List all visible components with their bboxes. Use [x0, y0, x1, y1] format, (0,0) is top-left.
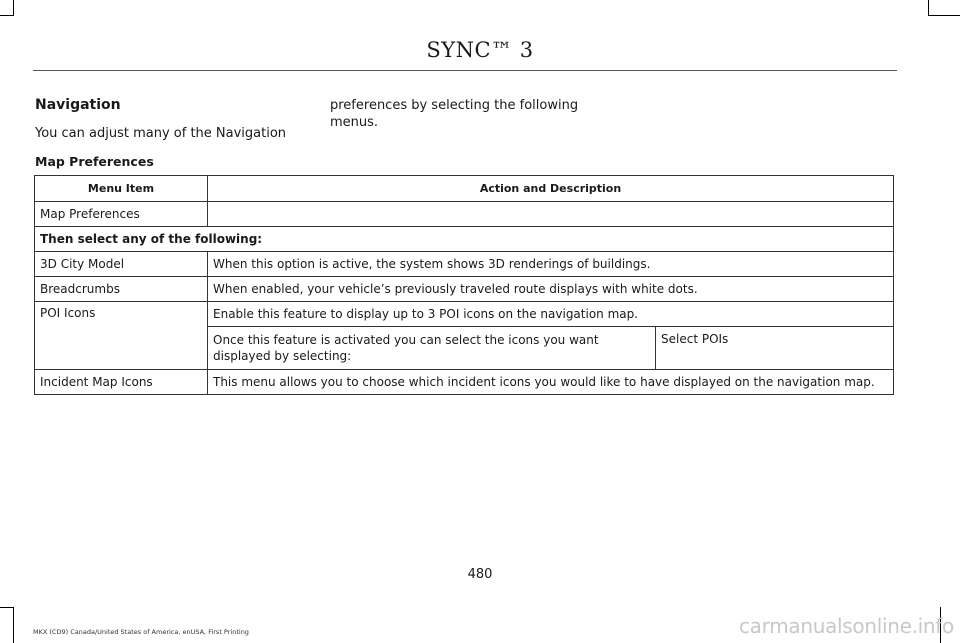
table-row [35, 277, 894, 302]
menu-item-cell: Map Preferences [35, 202, 208, 227]
crop-mark [13, 607, 14, 643]
table-row [35, 252, 894, 277]
table-header-row [35, 176, 894, 202]
table-row [35, 227, 894, 252]
menu-item-cell: Breadcrumbs [35, 277, 208, 302]
instruction-cell: Then select any of the following: [35, 227, 894, 252]
description-cell: Enable this feature to display up to 3 POI icons on the navigation map. [208, 302, 894, 327]
watermark: carmanualsonline.info [738, 614, 954, 638]
intro-text-left: You can adjust many of the Navigation [35, 126, 287, 141]
intro-text-right: preferences by selecting the following menus. [330, 98, 579, 130]
table-row [35, 202, 894, 227]
menu-item-cell: 3D City Model [35, 252, 208, 277]
description-cell [208, 202, 894, 227]
column-header: Menu Item [35, 176, 208, 202]
crop-mark [928, 15, 960, 16]
header-divider [33, 70, 897, 71]
action-cell: Select POIs [656, 327, 894, 370]
crop-mark [13, 0, 14, 16]
crop-mark [0, 607, 13, 608]
sub-heading: Map Preferences [35, 154, 154, 169]
page-number: 480 [467, 567, 493, 582]
crop-mark [0, 15, 13, 16]
description-cell: When this option is active, the system shows 3D renderings of buildings. [208, 252, 894, 277]
preferences-table [34, 175, 894, 395]
menu-item-cell: POI Icons [35, 302, 208, 370]
description-cell: When enabled, your vehicle’s previously traveled route displays with white dots. [208, 277, 894, 302]
page-title: SYNC™ 3 [426, 38, 534, 62]
description-cell: This menu allows you to choose which incident icons you would like to have displayed on the navigation map. [208, 370, 894, 395]
description-cell: Once this feature is activated you can select the icons you want displayed by selecting: [208, 327, 656, 370]
menu-item-cell: Incident Map Icons [35, 370, 208, 395]
table-row [35, 302, 894, 327]
footer-note: MKX (CD9) Canada/United States of America, enUSA, First Printing [33, 628, 249, 636]
table-row [35, 370, 894, 395]
crop-mark [928, 0, 929, 16]
section-heading: Navigation [35, 97, 121, 113]
column-header: Action and Description [208, 176, 894, 202]
